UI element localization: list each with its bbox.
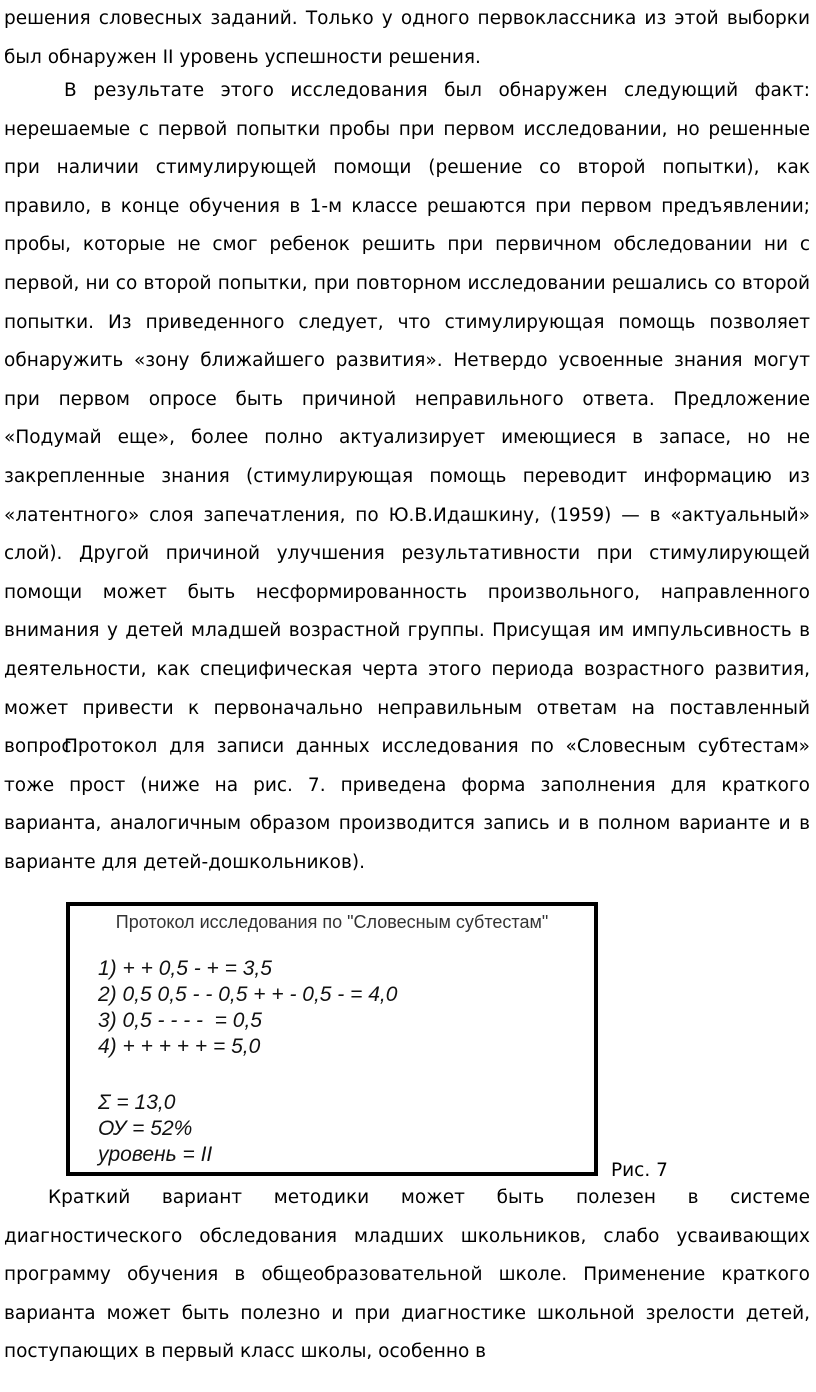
protocol-line-3: 3) 0,5 - - - - = 0,5 — [98, 1009, 262, 1032]
summary-total: Σ = 13,0 — [98, 1091, 176, 1114]
protocol-figure — [66, 902, 598, 1176]
summary-level: уровень = II — [98, 1143, 213, 1166]
paragraph-1: решения словесных заданий. Только у одного первоклассника из этой выборки был обнаружен II уровень успешности решения. — [4, 8, 810, 68]
protocol-line-2: 2) 0,5 0,5 - - 0,5 + + - 0,5 - = 4,0 — [98, 983, 398, 1006]
figure-caption: Рис. 7 — [611, 1160, 668, 1181]
figure-title: Протокол исследования по "Словесным субтестам" — [115, 912, 549, 932]
protocol-line-1: 1) + + 0,5 - + = 3,5 — [98, 957, 272, 980]
paragraph-3: Протокол для записи данных исследования по «Словесным субтестам» тоже прост (ниже на рис. 7. приведена форма заполнения для краткого варианта, аналогичным образом производится запись и в полном варианте и в варианте для детей-дошкольников). — [4, 736, 810, 873]
paragraph-4: Краткий вариант методики может быть полезен в системе диагностического обследования младших школьников, слабо усваивающих программу обучения в общеобразовательной школе. Применение краткого варианта может быть полезно и при диагностике школьной зрелости детей, поступающих в первый класс школы, особенно в — [4, 1187, 810, 1363]
paragraph-2: В результате этого исследования был обнаружен следующий факт: нерешаемые с первой попытки пробы при первом исследовании, но решенные при наличии стимулирующей помощи (решение со второй попытки), как правило, в конце обучения в 1-м классе решаются при первом предъявлении; пробы, которые не смог ребенок решить при первичном обследовании ни с первой, ни со второй попытки, при повторном исследовании решались со второй попытки. Из приведенного следует, что стимулирующая помощь позволяет обнаружить «зону ближайшего развития». Нетвердо усвоенные знания могут при первом опросе быть причиной неправильного ответа. Предложение «Подумай еще», более полно актуализирует имеющиеся в запасе, но не закрепленные знания (стимулирующая помощь переводит информацию из «латентного» слоя запечатления, по Ю.В.Идашкину, (1959) — в «актуальный» слой). Другой причиной улучшения результативности при стимулирующей помощи может быть несформированность произвольного, направленного внимания у детей младшей возрастной группы. Присущая им импульсивность в деятельности, как специфическая черта этого периода возрастного развития, может привести к первоначально неправильным ответам на поставленный вопрос. — [4, 80, 810, 758]
protocol-line-4: 4) + + + + + = 5,0 — [98, 1035, 261, 1058]
summary-ou: ОУ = 52% — [98, 1117, 193, 1140]
